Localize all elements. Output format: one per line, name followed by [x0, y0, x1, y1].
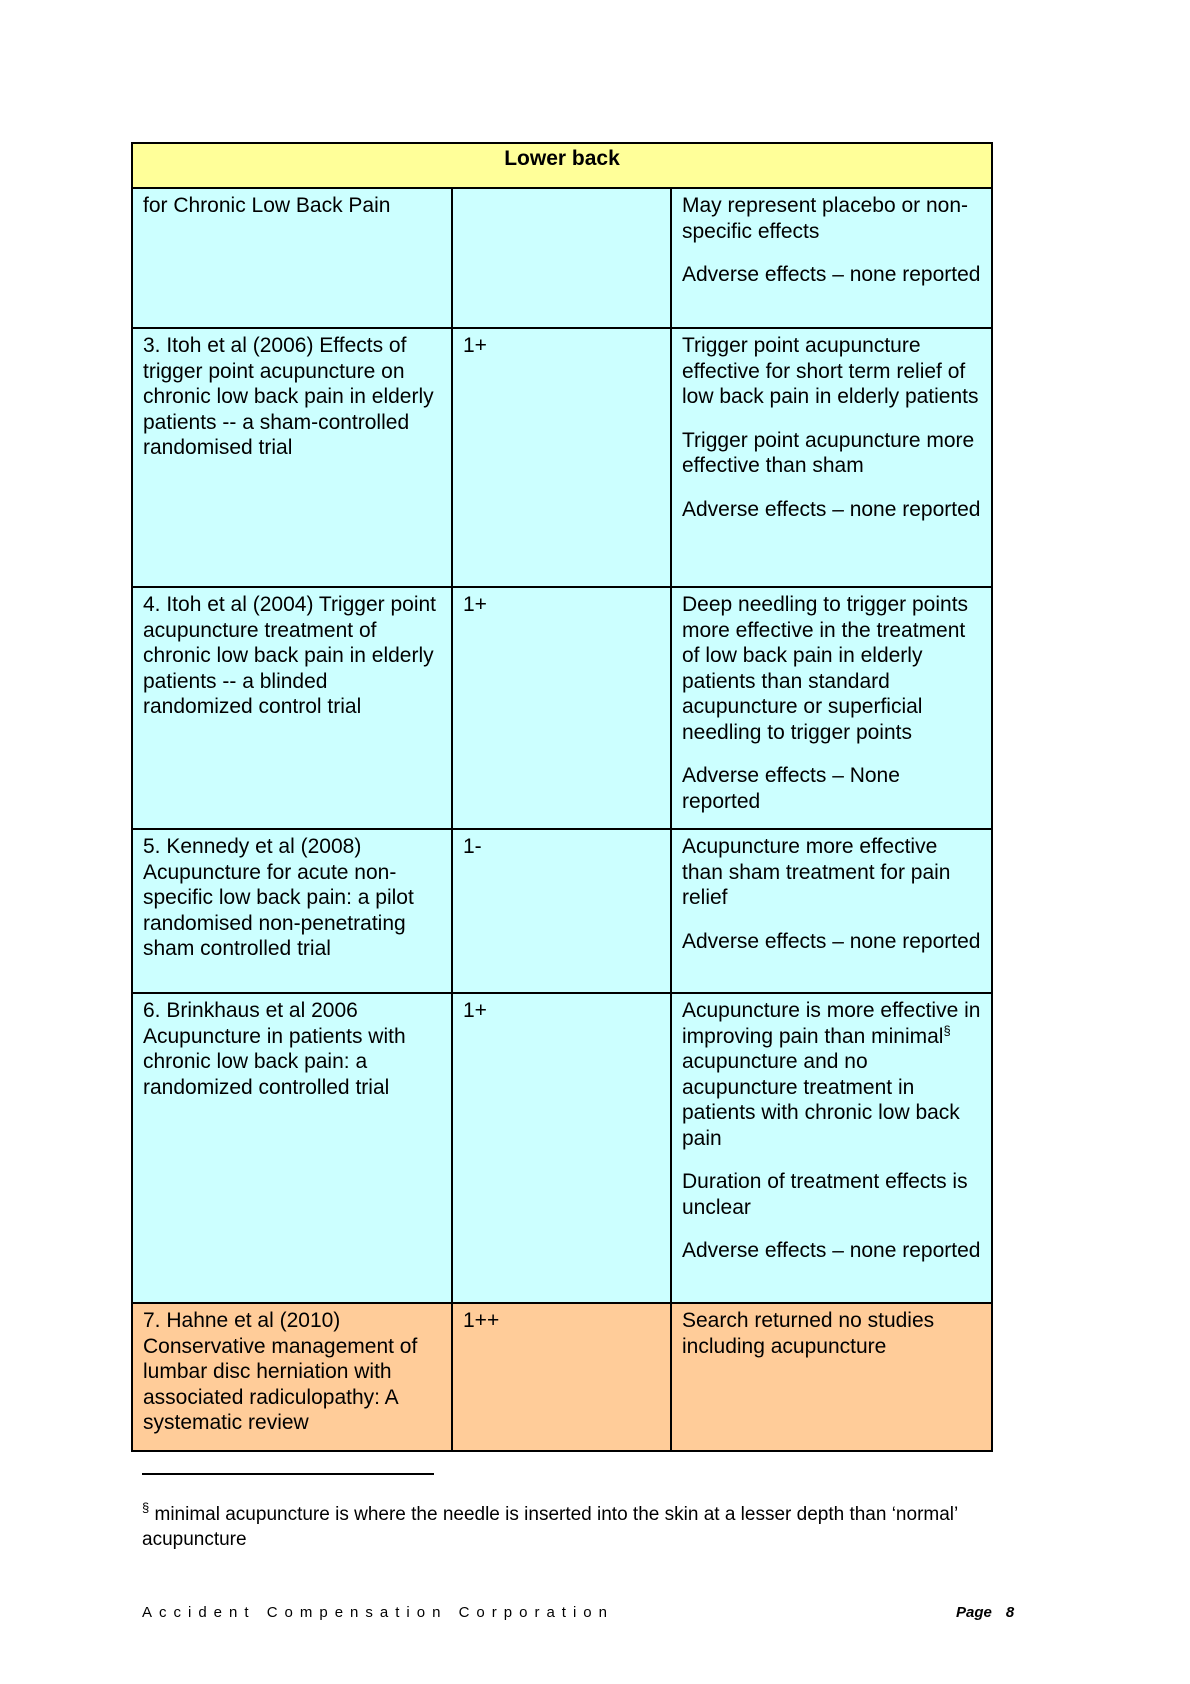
footnote [142, 1502, 1042, 1552]
finding: Adverse effects – none reported [682, 497, 981, 521]
page-number: 8 [1005, 1604, 1015, 1621]
table-row [132, 188, 992, 328]
table-row [132, 328, 992, 587]
finding: Acupuncture more effective than sham treatment for pain relief [682, 835, 951, 909]
findings-cell [671, 587, 992, 829]
table-row-highlighted [132, 1303, 992, 1451]
finding: Search returned no studies including acupuncture [682, 1309, 935, 1358]
study-cell: 3. Itoh et al (2006) Effects of trigger point acupuncture on chronic low back pain in elderly patients -- a sham-controlled randomised trial [132, 328, 452, 587]
findings-cell [671, 993, 992, 1303]
footer-organization: Accident Compensation Corporation [142, 1604, 614, 1621]
table-row [132, 829, 992, 993]
table-row [132, 587, 992, 829]
finding: Trigger point acupuncture effective for short term relief of low back pain in elderly patients [682, 334, 979, 408]
grade-cell: 1+ [452, 328, 671, 587]
findings-cell [671, 1303, 992, 1451]
finding [682, 998, 981, 1151]
finding: May represent placebo or non-specific effects [682, 194, 968, 243]
finding: Deep needling to trigger points more effective in the treatment of low back pain in elderly patients than standard acupuncture or superficial needling to trigger points [682, 593, 969, 744]
footnote-text: minimal acupuncture is where the needle is inserted into the skin at a lesser depth than ‘normal’ acupuncture [142, 1504, 958, 1550]
grade-cell [452, 188, 671, 328]
study-cell: 6. Brinkhaus et al 2006 Acupuncture in patients with chronic low back pain: a randomized controlled trial [132, 993, 452, 1303]
footnote-divider [142, 1473, 434, 1475]
study-cell: for Chronic Low Back Pain [132, 188, 452, 328]
grade-cell: 1+ [452, 993, 671, 1303]
footnote-marker: § [142, 1500, 150, 1515]
page-label: Page [956, 1604, 992, 1621]
findings-cell [671, 328, 992, 587]
finding-text: acupuncture and no acupuncture treatment in patients with chronic low back pain [682, 1050, 960, 1150]
footnote-marker: § [943, 1022, 951, 1038]
grade-cell: 1- [452, 829, 671, 993]
finding: Adverse effects – None reported [682, 764, 900, 813]
grade-cell: 1+ [452, 587, 671, 829]
finding: Trigger point acupuncture more effective than sham [682, 428, 975, 477]
findings-cell [671, 829, 992, 993]
findings-cell [671, 188, 992, 328]
finding-text: Acupuncture is more effective in improving pain than minimal [682, 999, 981, 1048]
evidence-table [131, 142, 993, 1452]
study-cell: 4. Itoh et al (2004) Trigger point acupuncture treatment of chronic low back pain in elderly patients -- a blinded randomized control trial [132, 587, 452, 829]
finding: Adverse effects – none reported [682, 263, 981, 286]
table-row [132, 993, 992, 1303]
footer-page [956, 1604, 1014, 1621]
finding: Adverse effects – none reported [682, 929, 981, 953]
finding: Adverse effects – none reported [682, 1239, 981, 1262]
study-cell: 7. Hahne et al (2010) Conservative management of lumbar disc herniation with associated radiculopathy: A systematic review [132, 1303, 452, 1451]
table-header-row [132, 143, 992, 188]
grade-cell: 1++ [452, 1303, 671, 1451]
table-header: Lower back [132, 143, 992, 188]
study-cell: 5. Kennedy et al (2008) Acupuncture for acute non-specific low back pain: a pilot randomised non-penetrating sham controlled trial [132, 829, 452, 993]
finding: Duration of treatment effects is unclear [682, 1170, 968, 1219]
